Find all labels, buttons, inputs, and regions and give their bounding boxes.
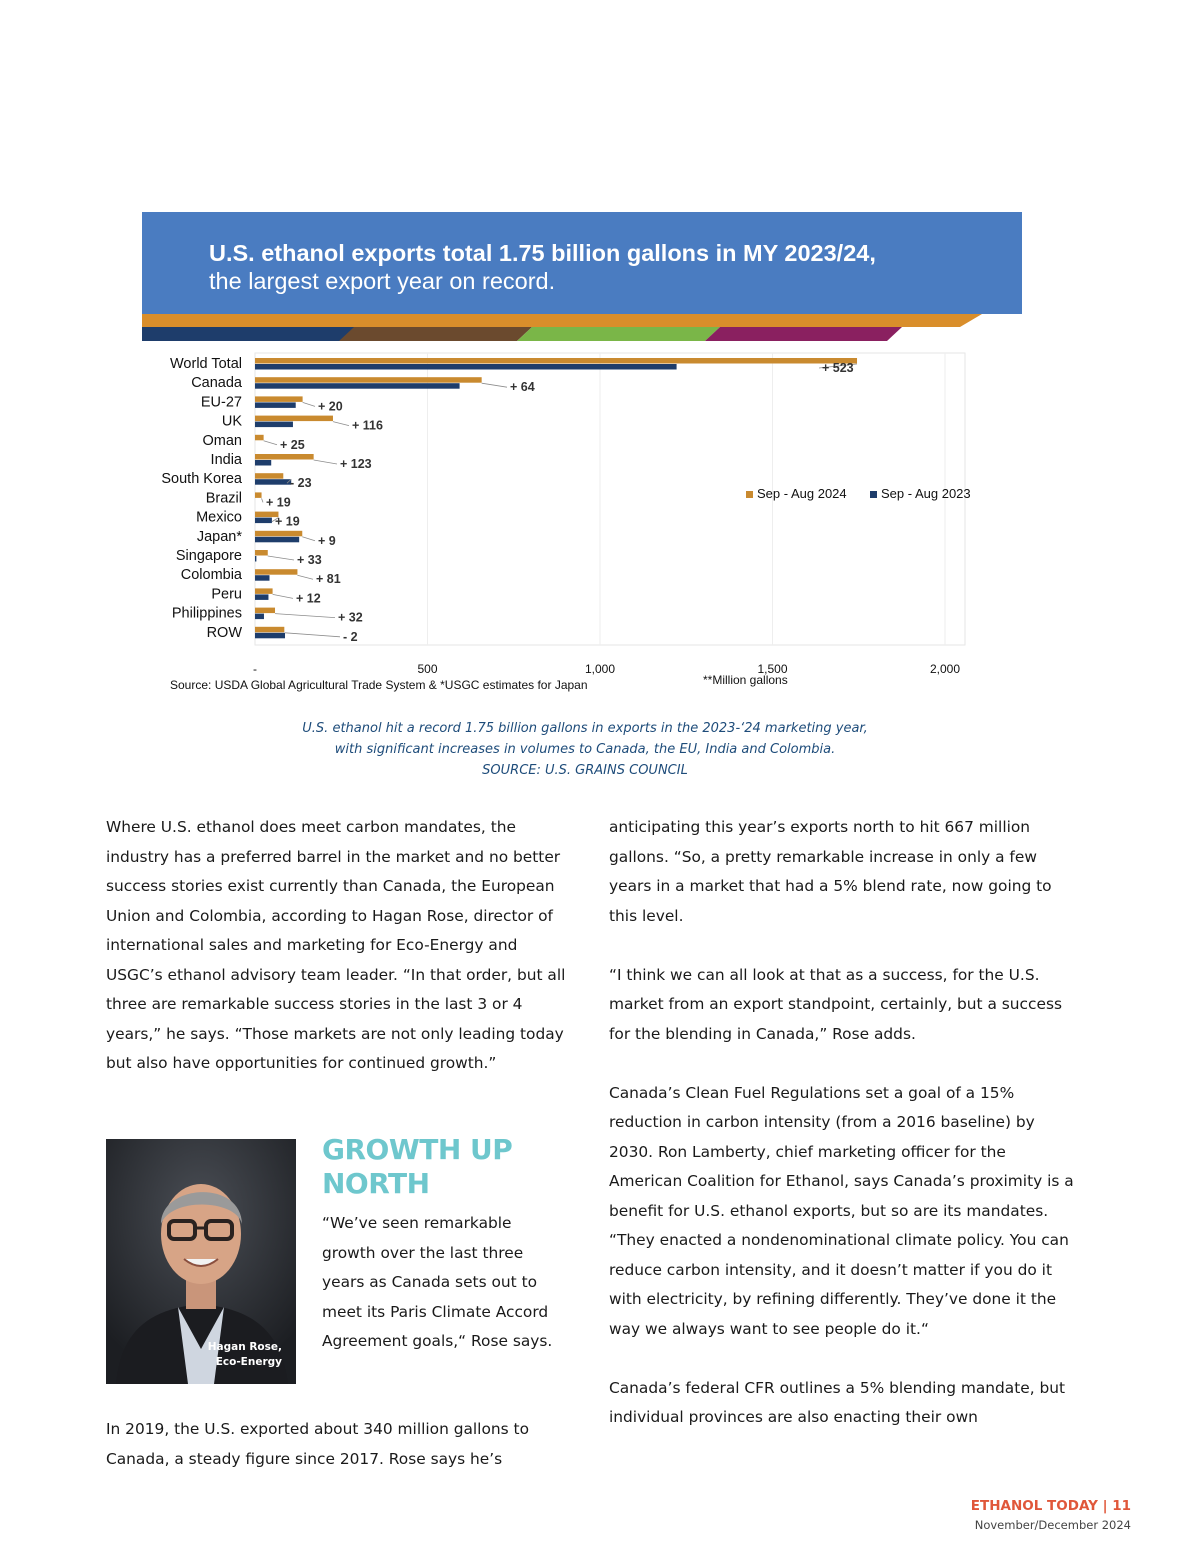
legend-entry: Sep - Aug 2023 — [881, 486, 971, 501]
leader-line — [297, 575, 313, 579]
category-label: Philippines — [171, 605, 242, 622]
category-label: Singapore — [175, 548, 242, 564]
footer-issue-date: November/December 2024 — [974, 1518, 1131, 1532]
bar-2024 — [255, 627, 284, 633]
x-tick-label: - — [253, 662, 257, 676]
x-tick-label: 2,000 — [929, 662, 961, 676]
x-tick-label: 500 — [417, 662, 438, 676]
chart-caption — [150, 718, 1020, 781]
bar-2023 — [255, 364, 677, 370]
footer-magazine-page: ETHANOL TODAY | 11 — [970, 1498, 1131, 1514]
photo-caption-company: Eco-Energy — [215, 1356, 282, 1368]
article-paragraph: “I think we can all look at that as a success, for the U.S. market from an export standpoint, certainly, but a success for the blending in Canada,” Rose adds. — [609, 965, 1062, 1043]
change-data-label: + 12 — [296, 591, 321, 606]
leader-line — [264, 441, 277, 445]
bar-2023 — [255, 518, 272, 524]
legend-entry: Sep - Aug 2024 — [757, 486, 847, 501]
leader-line — [275, 614, 335, 618]
leader-line — [285, 633, 340, 637]
change-data-label: + 25 — [280, 437, 305, 452]
change-data-label: + 81 — [316, 572, 341, 587]
bar-2023 — [255, 402, 296, 408]
article-paragraph: Where U.S. ethanol does meet carbon mandates, the industry has a preferred barrel in the market and no better success stories exist currently than Canada, the European Union and Colombia, according to Hagan Rose, director of international sales and marketing for Eco-Energy and USGC’s ethanol advisory team leader. “In that order, but all three are remarkable success stories in the last 3 or 4 years,” he says. “Those markets are not only leading today but also have opportunities for continued growth.” — [106, 818, 566, 1072]
change-data-label: - 23 — [290, 476, 312, 491]
decorative-color-stripes — [142, 314, 982, 341]
bar-2023 — [255, 422, 293, 428]
leader-line — [303, 402, 315, 406]
bar-2024 — [255, 569, 297, 575]
change-data-label: - 2 — [343, 629, 358, 644]
category-label: ROW — [206, 624, 242, 641]
category-label: Colombia — [180, 567, 242, 584]
bar-2023 — [255, 594, 268, 600]
bar-2024 — [255, 492, 262, 498]
change-data-label: + 32 — [338, 610, 363, 625]
bar-2024 — [255, 454, 314, 460]
bar-2023 — [255, 383, 460, 389]
article-paragraph: Canada’s federal CFR outlines a 5% blending mandate, but individual provinces are also enacting their own — [609, 1378, 1066, 1426]
change-data-label: + 116 — [352, 418, 383, 433]
bar-2023 — [255, 633, 285, 639]
bar-2024 — [255, 416, 333, 422]
legend-swatch — [870, 491, 877, 498]
leader-line — [333, 422, 349, 426]
change-data-label: + 19 — [275, 514, 300, 529]
change-data-label: + 123 — [340, 457, 372, 471]
leader-line — [262, 498, 263, 502]
category-label: UK — [221, 413, 242, 430]
change-data-label: + 9 — [318, 533, 336, 548]
caption-source: SOURCE: U.S. GRAINS COUNCIL — [482, 763, 688, 778]
x-tick-label: 1,000 — [584, 662, 616, 676]
leader-line — [314, 460, 337, 464]
change-data-label: + 523 — [822, 361, 854, 375]
bar-2024 — [255, 608, 275, 614]
bar-2024 — [255, 550, 268, 556]
bar-2024 — [255, 531, 302, 537]
bar-2024 — [255, 358, 857, 364]
bar-2023 — [255, 479, 291, 485]
bar-2023 — [255, 556, 256, 562]
leader-line — [302, 537, 315, 541]
change-data-label: + 64 — [510, 380, 535, 395]
category-label: Oman — [202, 432, 242, 449]
category-label: EU-27 — [200, 394, 242, 411]
bar-2024 — [255, 377, 482, 383]
bar-2024 — [255, 588, 273, 594]
photo-caption-name: Hagan Rose, — [207, 1341, 282, 1353]
bar-2023 — [255, 460, 271, 466]
chart-subtitle: the largest export year on record. — [209, 268, 556, 294]
sidebar-quote: “We’ve seen remarkable growth over the last three years as Canada sets out to meet its Paris Climate Accord Agreement goals,“ Rose says. — [322, 1214, 553, 1350]
bar-2024 — [255, 435, 264, 441]
sidebar-heading-line-1: GROWTH UP — [322, 1133, 513, 1166]
sidebar-heading-line-2: NORTH — [322, 1167, 430, 1200]
article-paragraph: anticipating this year’s exports north to hit 667 million gallons. “So, a pretty remarkable increase in only a few years in a market that had a 5% blend rate, now going to this level. — [609, 818, 1052, 925]
category-label: Mexico — [196, 509, 242, 526]
article-paragraph: In 2019, the U.S. exported about 340 million gallons to Canada, a steady figure since 2017. Rose says he’s — [106, 1420, 529, 1468]
category-label: Peru — [211, 586, 242, 603]
change-data-label: + 19 — [266, 495, 291, 510]
bar-2024 — [255, 396, 303, 402]
change-data-label: + 20 — [318, 399, 343, 414]
bar-2023 — [255, 575, 269, 581]
bar-2023 — [255, 537, 299, 543]
photo-caption — [208, 1340, 282, 1370]
category-label: Brazil — [205, 490, 242, 507]
caption-line-2: with significant increases in volumes to Canada, the EU, India and Colombia. — [334, 742, 836, 757]
chart-title: U.S. ethanol exports total 1.75 billion gallons in MY 2023/24, — [209, 240, 876, 266]
caption-line-1: U.S. ethanol hit a record 1.75 billion gallons in exports in the 2023-‘24 marketing year, — [302, 721, 868, 736]
category-label: Japan* — [196, 528, 242, 545]
leader-line — [273, 594, 293, 598]
legend-swatch — [746, 491, 753, 498]
unit-note: **Million gallons — [703, 673, 788, 687]
bar-2024 — [255, 473, 283, 479]
category-label: World Total — [170, 356, 242, 372]
chart-title-banner — [142, 212, 1022, 314]
chart-source-note: Source: USDA Global Agricultural Trade System & *USGC estimates for Japan — [170, 678, 588, 692]
plot-area-border — [255, 353, 965, 645]
sidebar-heading — [322, 1133, 562, 1201]
category-label: South Korea — [161, 471, 242, 488]
x-tick-label: 1,500 — [757, 662, 788, 676]
bar-2023 — [255, 614, 264, 620]
exports-bar-chart — [150, 345, 1020, 697]
article-right-column — [609, 813, 1079, 1462]
leader-line — [482, 383, 507, 387]
change-data-label: + 33 — [297, 553, 322, 567]
category-label: Canada — [191, 375, 242, 392]
leader-line — [268, 556, 294, 560]
article-paragraph: Canada’s Clean Fuel Regulations set a goal of a 15% reduction in carbon intensity (from a 2016 baseline) by 2030. Ron Lamberty, chief marketing officer for the American Coalition for Ethanol, says Canada’s proximity is a benefit for U.S. ethanol exports, but so are its mandates. “They enacted a nondenominational climate policy. You can reduce carbon intensity, and it doesn’t matter if you do it with electricity, by refining differently. They’ve done it the way we always want to see people do it.“ — [609, 1083, 1074, 1338]
category-label: India — [210, 452, 242, 468]
portrait-photo-hagan-rose — [106, 1139, 296, 1384]
